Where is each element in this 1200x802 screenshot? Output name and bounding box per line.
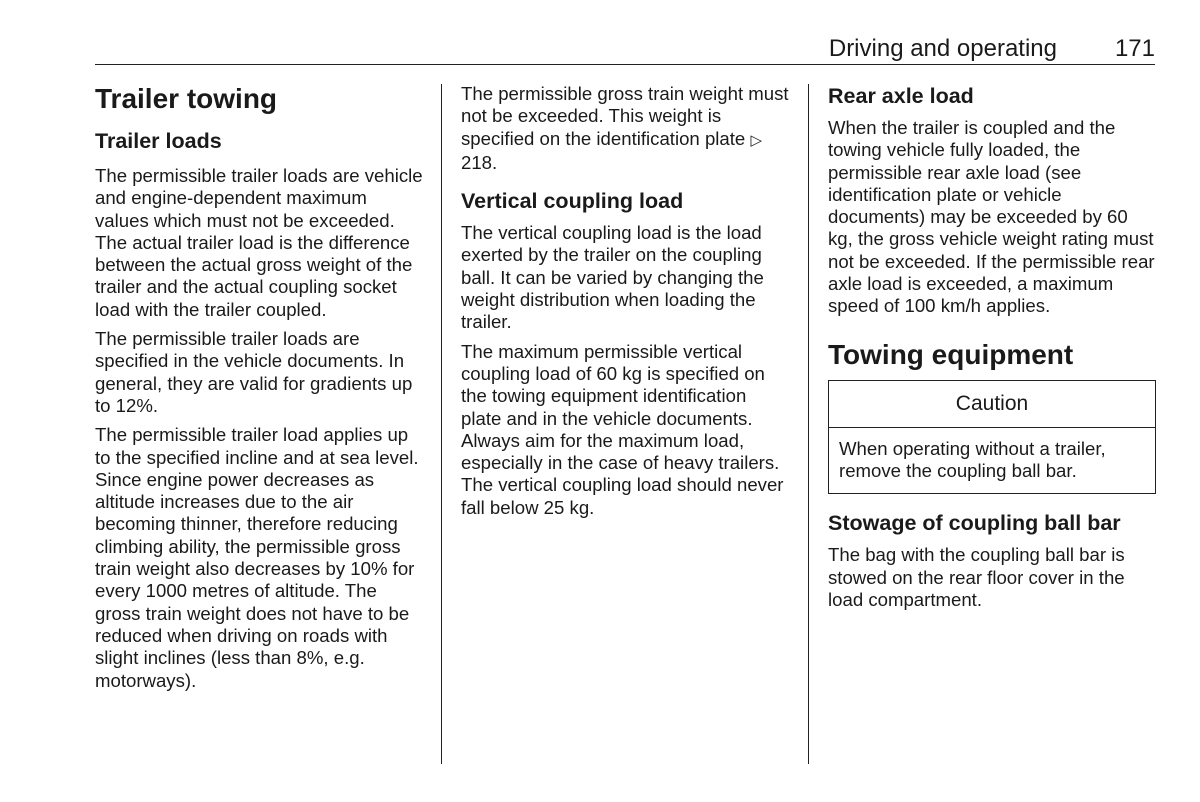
section-heading-towing-equipment: Towing equipment — [828, 338, 1074, 370]
paragraph: The permissible trailer loads are specified in the vehicle documents. In general, they are valid for gradients up to 12%. — [95, 328, 413, 416]
column-divider-right — [808, 84, 809, 764]
paragraph: The bag with the coupling ball bar is stowed on the rear floor cover in the load compartment. — [828, 544, 1125, 610]
paragraph: The maximum permissible vertical coupling load of 60 kg is specified on the towing equipment identification plate and in the vehicle documents. Always aim for the maximum load, especially in the case of heavy trailers. The vertical coupling load should never fall below 25 kg. — [461, 340, 784, 518]
caution-title: Caution — [829, 381, 1155, 428]
page-reference-link[interactable]: 218. — [461, 151, 498, 173]
subheading-trailer-loads: Trailer loads — [95, 129, 222, 153]
column-right — [828, 83, 1156, 618]
subheading-vertical-coupling-load: Vertical coupling load — [461, 189, 684, 214]
caution-text: When operating without a trailer, remove the coupling ball bar. — [839, 437, 1106, 481]
subheading-rear-axle-load: Rear axle load — [828, 84, 974, 108]
paragraph: When the trailer is coupled and the towing vehicle fully loaded, the permissible rear axle load (see identification plate or vehicle documents) may be exceeded by 60 kg, the gross vehicle weight rating must not be exceeded. If the permissible rear axle load is exceeded, a maximum speed of 100 km/h applies. — [828, 117, 1155, 317]
page-header — [95, 30, 1155, 65]
column-divider-left — [441, 84, 442, 764]
column-left — [95, 82, 425, 699]
column-middle — [461, 83, 791, 526]
caution-box — [828, 380, 1156, 495]
paragraph-text: The permissible gross train weight must not be exceeded. This weight is specified on the identification plate — [461, 83, 789, 149]
paragraph-gross-train-weight — [461, 83, 791, 174]
section-title: Driving and operating — [828, 35, 1057, 62]
paragraph: The vertical coupling load is the load exerted by the trailer on the coupling ball. It can be varied by changing the weight distribution when loading the trailer. — [461, 222, 764, 333]
page-number: 171 — [1114, 35, 1155, 62]
paragraph: The permissible trailer loads are vehicle and engine-dependent maximum values which must not be exceeded. The actual trailer load is the difference between the actual gross weight of the trailer and the actual coupling socket load with the trailer coupled. — [95, 165, 423, 320]
arrow-right-icon: ▷ — [750, 131, 762, 149]
subheading-stowage: Stowage of coupling ball bar — [828, 511, 1121, 536]
paragraph: The permissible trailer load applies up to the specified incline and at sea level. Since engine power decreases as altitude increases due to the air becoming thinner, therefore reducing climbing ability, the permissible gross train weight also decreases by 10% for every 1000 metres of altitude. The gross train weight does not have to be reduced when driving on roads with slight inclines (less than 8%, e.g. motorways). — [95, 424, 419, 691]
section-heading-trailer-towing: Trailer towing — [95, 83, 278, 114]
